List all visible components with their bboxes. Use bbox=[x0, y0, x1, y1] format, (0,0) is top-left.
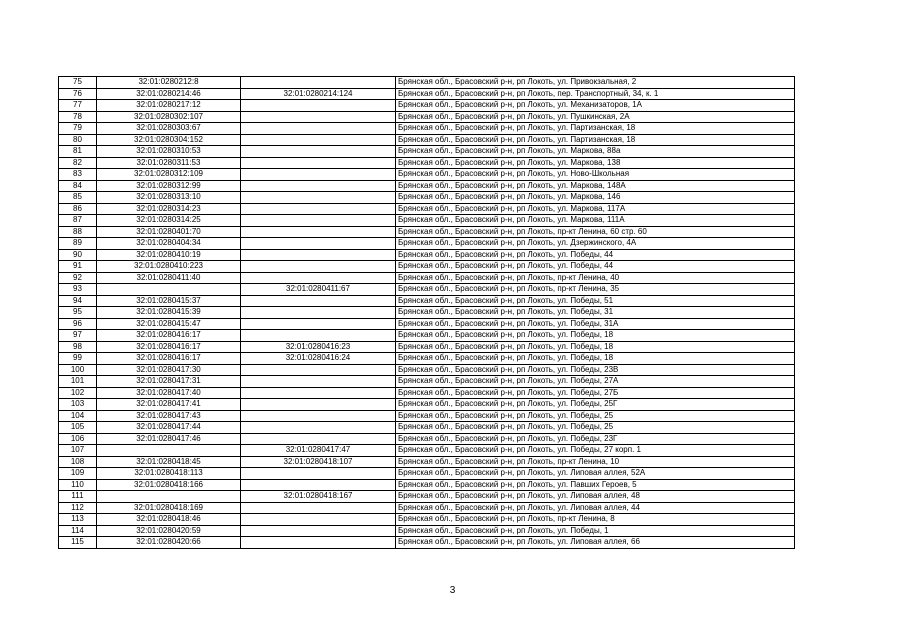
table-row bbox=[59, 100, 795, 112]
cadastral-number-cell: 32:01:0280314:25 bbox=[97, 215, 241, 227]
table-row bbox=[59, 226, 795, 238]
row-number-cell: 75 bbox=[59, 77, 97, 89]
table-row bbox=[59, 111, 795, 123]
table-row bbox=[59, 123, 795, 135]
related-cadastral-number-cell bbox=[241, 238, 396, 250]
address-cell: Брянская обл., Брасовский р-н, рп Локоть, ул. Победы, 18 bbox=[396, 341, 795, 353]
cadastral-number-cell: 32:01:0280302:107 bbox=[97, 111, 241, 123]
cadastral-number-cell: 32:01:0280410:19 bbox=[97, 249, 241, 261]
cadastral-number-cell: 32:01:0280418:46 bbox=[97, 514, 241, 526]
row-number-cell: 97 bbox=[59, 330, 97, 342]
address-cell: Брянская обл., Брасовский р-н, рп Локоть, ул. Липовая аллея, 52А bbox=[396, 468, 795, 480]
address-cell: Брянская обл., Брасовский р-н, рп Локоть, ул. Победы, 18 bbox=[396, 353, 795, 365]
related-cadastral-number-cell bbox=[241, 134, 396, 146]
related-cadastral-number-cell bbox=[241, 433, 396, 445]
related-cadastral-number-cell bbox=[241, 215, 396, 227]
row-number-cell: 113 bbox=[59, 514, 97, 526]
address-cell: Брянская обл., Брасовский р-н, рп Локоть, ул. Ново-Школьная bbox=[396, 169, 795, 181]
row-number-cell: 80 bbox=[59, 134, 97, 146]
cadastral-number-cell: 32:01:0280415:39 bbox=[97, 307, 241, 319]
related-cadastral-number-cell bbox=[241, 514, 396, 526]
related-cadastral-number-cell bbox=[241, 169, 396, 181]
address-cell: Брянская обл., Брасовский р-н, рп Локоть, ул. Дзержинского, 4А bbox=[396, 238, 795, 250]
row-number-cell: 112 bbox=[59, 502, 97, 514]
address-cell: Брянская обл., Брасовский р-н, рп Локоть, ул. Победы, 31 bbox=[396, 307, 795, 319]
cadastral-number-cell: 32:01:0280417:31 bbox=[97, 376, 241, 388]
address-cell: Брянская обл., Брасовский р-н, рп Локоть, пер. Транспортный, 34, к. 1 bbox=[396, 88, 795, 100]
related-cadastral-number-cell: 32:01:0280416:24 bbox=[241, 353, 396, 365]
cadastral-number-cell: 32:01:0280418:45 bbox=[97, 456, 241, 468]
address-cell: Брянская обл., Брасовский р-н, рп Локоть, ул. Победы, 1 bbox=[396, 525, 795, 537]
table-row bbox=[59, 88, 795, 100]
table-row bbox=[59, 261, 795, 273]
row-number-cell: 83 bbox=[59, 169, 97, 181]
row-number-cell: 109 bbox=[59, 468, 97, 480]
row-number-cell: 79 bbox=[59, 123, 97, 135]
row-number-cell: 104 bbox=[59, 410, 97, 422]
table-row bbox=[59, 479, 795, 491]
address-cell: Брянская обл., Брасовский р-н, рп Локоть, ул. Партизанская, 18 bbox=[396, 134, 795, 146]
related-cadastral-number-cell bbox=[241, 537, 396, 549]
address-cell: Брянская обл., Брасовский р-н, рп Локоть, ул. Победы, 25Г bbox=[396, 399, 795, 411]
related-cadastral-number-cell bbox=[241, 295, 396, 307]
cadastral-number-cell: 32:01:0280417:40 bbox=[97, 387, 241, 399]
table-row bbox=[59, 399, 795, 411]
related-cadastral-number-cell bbox=[241, 192, 396, 204]
related-cadastral-number-cell bbox=[241, 479, 396, 491]
row-number-cell: 89 bbox=[59, 238, 97, 250]
row-number-cell: 101 bbox=[59, 376, 97, 388]
cadastral-number-cell: 32:01:0280415:47 bbox=[97, 318, 241, 330]
cadastral-number-cell: 32:01:0280417:43 bbox=[97, 410, 241, 422]
related-cadastral-number-cell bbox=[241, 226, 396, 238]
table-row bbox=[59, 77, 795, 89]
cadastral-number-cell: 32:01:0280418:169 bbox=[97, 502, 241, 514]
address-cell: Брянская обл., Брасовский р-н, рп Локоть, пр-кт Ленина, 10 bbox=[396, 456, 795, 468]
related-cadastral-number-cell bbox=[241, 410, 396, 422]
address-cell: Брянская обл., Брасовский р-н, рп Локоть, ул. Победы, 25 bbox=[396, 422, 795, 434]
cadastral-number-cell: 32:01:0280314:23 bbox=[97, 203, 241, 215]
cadastral-number-cell: 32:01:0280214:46 bbox=[97, 88, 241, 100]
address-cell: Брянская обл., Брасовский р-н, рп Локоть, ул. Победы, 27 корп. 1 bbox=[396, 445, 795, 457]
cadastral-number-cell bbox=[97, 491, 241, 503]
table-body bbox=[59, 77, 795, 549]
cadastral-number-cell: 32:01:0280311:53 bbox=[97, 157, 241, 169]
related-cadastral-number-cell bbox=[241, 502, 396, 514]
cadastral-number-cell: 32:01:0280404:34 bbox=[97, 238, 241, 250]
table-row bbox=[59, 249, 795, 261]
table-row bbox=[59, 491, 795, 503]
cadastral-number-cell: 32:01:0280410:223 bbox=[97, 261, 241, 273]
cadastral-table bbox=[58, 76, 795, 549]
related-cadastral-number-cell bbox=[241, 261, 396, 273]
table-row bbox=[59, 341, 795, 353]
related-cadastral-number-cell bbox=[241, 157, 396, 169]
table-row bbox=[59, 456, 795, 468]
address-cell: Брянская обл., Брасовский р-н, рп Локоть, ул. Липовая аллея, 66 bbox=[396, 537, 795, 549]
table-row bbox=[59, 146, 795, 158]
address-cell: Брянская обл., Брасовский р-н, рп Локоть, ул. Победы, 31А bbox=[396, 318, 795, 330]
table-row bbox=[59, 433, 795, 445]
address-cell: Брянская обл., Брасовский р-н, рп Локоть, ул. Павших Героев, 5 bbox=[396, 479, 795, 491]
cadastral-number-cell: 32:01:0280418:113 bbox=[97, 468, 241, 480]
row-number-cell: 76 bbox=[59, 88, 97, 100]
related-cadastral-number-cell bbox=[241, 387, 396, 399]
row-number-cell: 102 bbox=[59, 387, 97, 399]
cadastral-number-cell: 32:01:0280416:17 bbox=[97, 353, 241, 365]
table-row bbox=[59, 514, 795, 526]
address-cell: Брянская обл., Брасовский р-н, рп Локоть, ул. Маркова, 148А bbox=[396, 180, 795, 192]
cadastral-number-cell: 32:01:0280401:70 bbox=[97, 226, 241, 238]
address-cell: Брянская обл., Брасовский р-н, рп Локоть, ул. Маркова, 88а bbox=[396, 146, 795, 158]
row-number-cell: 110 bbox=[59, 479, 97, 491]
table-row bbox=[59, 422, 795, 434]
row-number-cell: 108 bbox=[59, 456, 97, 468]
table-row bbox=[59, 134, 795, 146]
table-row bbox=[59, 272, 795, 284]
row-number-cell: 96 bbox=[59, 318, 97, 330]
address-cell: Брянская обл., Брасовский р-н, рп Локоть, ул. Липовая аллея, 48 bbox=[396, 491, 795, 503]
cadastral-number-cell: 32:01:0280416:17 bbox=[97, 330, 241, 342]
row-number-cell: 94 bbox=[59, 295, 97, 307]
related-cadastral-number-cell bbox=[241, 123, 396, 135]
table-row bbox=[59, 284, 795, 296]
related-cadastral-number-cell bbox=[241, 100, 396, 112]
cadastral-number-cell: 32:01:0280418:166 bbox=[97, 479, 241, 491]
row-number-cell: 78 bbox=[59, 111, 97, 123]
row-number-cell: 84 bbox=[59, 180, 97, 192]
table-row bbox=[59, 157, 795, 169]
table-row bbox=[59, 376, 795, 388]
address-cell: Брянская обл., Брасовский р-н, рп Локоть, ул. Механизаторов, 1А bbox=[396, 100, 795, 112]
row-number-cell: 77 bbox=[59, 100, 97, 112]
address-cell: Брянская обл., Брасовский р-н, рп Локоть, ул. Победы, 18 bbox=[396, 330, 795, 342]
cadastral-number-cell: 32:01:0280417:41 bbox=[97, 399, 241, 411]
related-cadastral-number-cell bbox=[241, 525, 396, 537]
row-number-cell: 92 bbox=[59, 272, 97, 284]
related-cadastral-number-cell bbox=[241, 111, 396, 123]
table-row bbox=[59, 192, 795, 204]
related-cadastral-number-cell: 32:01:0280411:67 bbox=[241, 284, 396, 296]
row-number-cell: 100 bbox=[59, 364, 97, 376]
address-cell: Брянская обл., Брасовский р-н, рп Локоть, ул. Победы, 23В bbox=[396, 364, 795, 376]
row-number-cell: 82 bbox=[59, 157, 97, 169]
cadastral-number-cell: 32:01:0280313:10 bbox=[97, 192, 241, 204]
address-cell: Брянская обл., Брасовский р-н, рп Локоть, пр-кт Ленина, 60 стр. 60 bbox=[396, 226, 795, 238]
related-cadastral-number-cell bbox=[241, 146, 396, 158]
cadastral-number-cell: 32:01:0280411:40 bbox=[97, 272, 241, 284]
cadastral-number-cell: 32:01:0280304:152 bbox=[97, 134, 241, 146]
table-row bbox=[59, 295, 795, 307]
cadastral-number-cell bbox=[97, 445, 241, 457]
row-number-cell: 106 bbox=[59, 433, 97, 445]
row-number-cell: 114 bbox=[59, 525, 97, 537]
table-row bbox=[59, 410, 795, 422]
page-number: 3 bbox=[449, 585, 456, 596]
address-cell: Брянская обл., Брасовский р-н, рп Локоть, ул. Липовая аллея, 44 bbox=[396, 502, 795, 514]
related-cadastral-number-cell: 32:01:0280214:124 bbox=[241, 88, 396, 100]
related-cadastral-number-cell bbox=[241, 422, 396, 434]
row-number-cell: 90 bbox=[59, 249, 97, 261]
row-number-cell: 86 bbox=[59, 203, 97, 215]
cadastral-number-cell: 32:01:0280212:8 bbox=[97, 77, 241, 89]
table-row bbox=[59, 502, 795, 514]
row-number-cell: 87 bbox=[59, 215, 97, 227]
cadastral-number-cell: 32:01:0280312:109 bbox=[97, 169, 241, 181]
related-cadastral-number-cell bbox=[241, 249, 396, 261]
row-number-cell: 107 bbox=[59, 445, 97, 457]
related-cadastral-number-cell bbox=[241, 77, 396, 89]
table-row bbox=[59, 525, 795, 537]
table-row bbox=[59, 330, 795, 342]
row-number-cell: 91 bbox=[59, 261, 97, 273]
address-cell: Брянская обл., Брасовский р-н, рп Локоть, ул. Победы, 27А bbox=[396, 376, 795, 388]
table-row bbox=[59, 468, 795, 480]
related-cadastral-number-cell: 32:01:0280416:23 bbox=[241, 341, 396, 353]
related-cadastral-number-cell: 32:01:0280418:167 bbox=[241, 491, 396, 503]
cadastral-number-cell: 32:01:0280417:46 bbox=[97, 433, 241, 445]
related-cadastral-number-cell bbox=[241, 318, 396, 330]
cadastral-number-cell: 32:01:0280310:53 bbox=[97, 146, 241, 158]
row-number-cell: 93 bbox=[59, 284, 97, 296]
cadastral-number-cell: 32:01:0280417:30 bbox=[97, 364, 241, 376]
table-row bbox=[59, 318, 795, 330]
address-cell: Брянская обл., Брасовский р-н, рп Локоть, пр-кт Ленина, 35 bbox=[396, 284, 795, 296]
address-cell: Брянская обл., Брасовский р-н, рп Локоть, ул. Победы, 23Г bbox=[396, 433, 795, 445]
address-cell: Брянская обл., Брасовский р-н, рп Локоть, ул. Победы, 44 bbox=[396, 261, 795, 273]
cadastral-number-cell: 32:01:0280416:17 bbox=[97, 341, 241, 353]
address-cell: Брянская обл., Брасовский р-н, рп Локоть, ул. Маркова, 117А bbox=[396, 203, 795, 215]
row-number-cell: 81 bbox=[59, 146, 97, 158]
cadastral-number-cell: 32:01:0280415:37 bbox=[97, 295, 241, 307]
row-number-cell: 98 bbox=[59, 341, 97, 353]
table-row bbox=[59, 353, 795, 365]
row-number-cell: 105 bbox=[59, 422, 97, 434]
row-number-cell: 99 bbox=[59, 353, 97, 365]
related-cadastral-number-cell bbox=[241, 376, 396, 388]
address-cell: Брянская обл., Брасовский р-н, рп Локоть, ул. Маркова, 138 bbox=[396, 157, 795, 169]
row-number-cell: 111 bbox=[59, 491, 97, 503]
cadastral-number-cell bbox=[97, 284, 241, 296]
address-cell: Брянская обл., Брасовский р-н, рп Локоть, ул. Победы, 25 bbox=[396, 410, 795, 422]
related-cadastral-number-cell bbox=[241, 468, 396, 480]
address-cell: Брянская обл., Брасовский р-н, рп Локоть, ул. Маркова, 146 bbox=[396, 192, 795, 204]
address-cell: Брянская обл., Брасовский р-н, рп Локоть, ул. Победы, 51 bbox=[396, 295, 795, 307]
table-row bbox=[59, 169, 795, 181]
address-cell: Брянская обл., Брасовский р-н, рп Локоть, пр-кт Ленина, 40 bbox=[396, 272, 795, 284]
row-number-cell: 103 bbox=[59, 399, 97, 411]
row-number-cell: 85 bbox=[59, 192, 97, 204]
row-number-cell: 88 bbox=[59, 226, 97, 238]
cadastral-number-cell: 32:01:0280312:99 bbox=[97, 180, 241, 192]
table-row bbox=[59, 238, 795, 250]
table-row bbox=[59, 215, 795, 227]
cadastral-number-cell: 32:01:0280303:67 bbox=[97, 123, 241, 135]
address-cell: Брянская обл., Брасовский р-н, рп Локоть, ул. Победы, 27Б bbox=[396, 387, 795, 399]
related-cadastral-number-cell bbox=[241, 307, 396, 319]
row-number-cell: 95 bbox=[59, 307, 97, 319]
address-cell: Брянская обл., Брасовский р-н, рп Локоть, ул. Победы, 44 bbox=[396, 249, 795, 261]
related-cadastral-number-cell bbox=[241, 330, 396, 342]
cadastral-number-cell: 32:01:0280217:12 bbox=[97, 100, 241, 112]
related-cadastral-number-cell bbox=[241, 203, 396, 215]
table-row bbox=[59, 307, 795, 319]
table-row bbox=[59, 203, 795, 215]
address-cell: Брянская обл., Брасовский р-н, рп Локоть, ул. Пушкинская, 2А bbox=[396, 111, 795, 123]
related-cadastral-number-cell bbox=[241, 364, 396, 376]
address-cell: Брянская обл., Брасовский р-н, рп Локоть, ул. Маркова, 111А bbox=[396, 215, 795, 227]
cadastral-number-cell: 32:01:0280420:59 bbox=[97, 525, 241, 537]
related-cadastral-number-cell bbox=[241, 272, 396, 284]
related-cadastral-number-cell: 32:01:0280417:47 bbox=[241, 445, 396, 457]
table-row bbox=[59, 537, 795, 549]
cadastral-number-cell: 32:01:0280417:44 bbox=[97, 422, 241, 434]
address-cell: Брянская обл., Брасовский р-н, рп Локоть, пр-кт Ленина, 8 bbox=[396, 514, 795, 526]
row-number-cell: 115 bbox=[59, 537, 97, 549]
cadastral-number-cell: 32:01:0280420:66 bbox=[97, 537, 241, 549]
related-cadastral-number-cell: 32:01:0280418:107 bbox=[241, 456, 396, 468]
related-cadastral-number-cell bbox=[241, 180, 396, 192]
table-row bbox=[59, 387, 795, 399]
table-row bbox=[59, 180, 795, 192]
address-cell: Брянская обл., Брасовский р-н, рп Локоть, ул. Привокзальная, 2 bbox=[396, 77, 795, 89]
table-row bbox=[59, 445, 795, 457]
table-row bbox=[59, 364, 795, 376]
related-cadastral-number-cell bbox=[241, 399, 396, 411]
address-cell: Брянская обл., Брасовский р-н, рп Локоть, ул. Партизанская, 18 bbox=[396, 123, 795, 135]
